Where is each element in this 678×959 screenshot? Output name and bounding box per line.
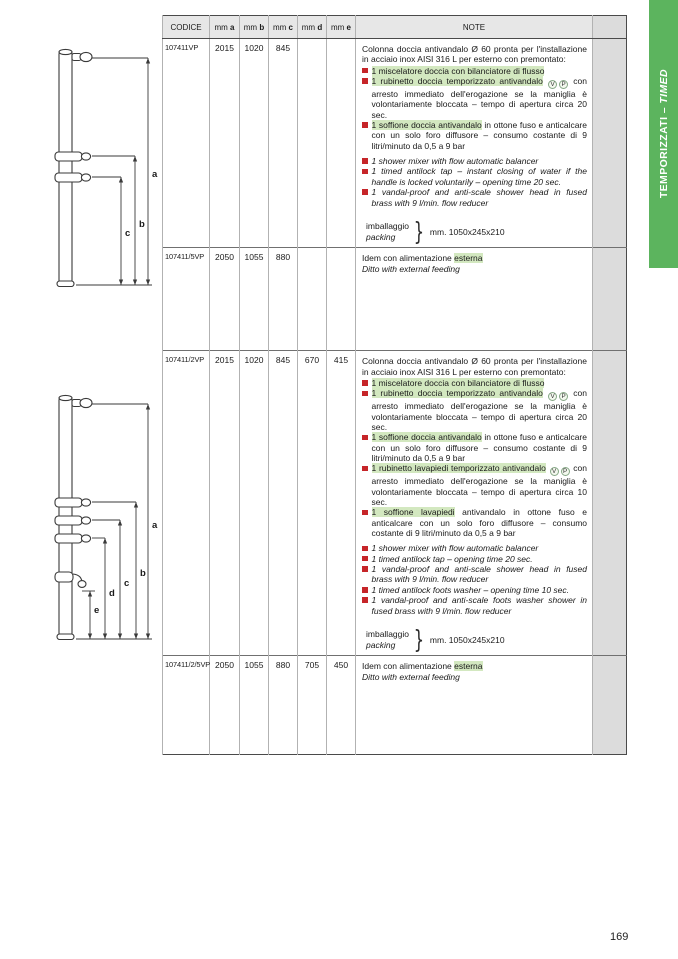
- bullet-square-icon: [362, 587, 368, 593]
- bullet-square-icon: [362, 189, 368, 195]
- packing-info: [366, 217, 587, 248]
- dim-mm-b: 1055: [240, 248, 269, 351]
- dim-mm-d: 705: [298, 656, 327, 755]
- note-simple: [362, 661, 587, 682]
- dimension-label-e: e: [94, 605, 100, 616]
- packing-label-en: packing: [366, 232, 396, 243]
- highlighted-text: 1 rubinetto doccia temporizzato antivandalo: [371, 388, 543, 399]
- mixer-fixture: [55, 152, 82, 161]
- header-codice-label: CODICE: [170, 22, 202, 32]
- products-table: [162, 15, 627, 755]
- bullet-item: [362, 378, 587, 388]
- bullet-item: [362, 66, 587, 76]
- dim-mm-e: 450: [327, 656, 356, 755]
- packing-labels: [366, 221, 409, 244]
- bullet-item: [362, 564, 587, 585]
- text-segment: in ottone fuso e anticalcare con un solo foro diffusore – consumo costante di 9 litri/minuto da 0,5 a 9 bar: [371, 432, 587, 464]
- text-segment: con arresto immediato dell'erogazione se la maniglia è volontariamente bloccata – tempo di apertura circa 20 sec.: [371, 76, 587, 120]
- section-tab-label-italic: TIMED: [657, 69, 670, 105]
- dim-mm-c: 845: [269, 39, 298, 248]
- bullet-item: [362, 554, 587, 564]
- page-number: 169: [610, 931, 629, 943]
- bullet-square-icon: [362, 546, 368, 552]
- bullet-list-english: [362, 156, 587, 208]
- bullet-item: [362, 463, 587, 507]
- dim-mm-d: [298, 39, 327, 248]
- product-code: 107411/5VP: [163, 248, 210, 351]
- circled-letter-p-icon: P: [561, 467, 570, 476]
- circled-letter-v-icon: V: [548, 80, 557, 89]
- bullet-item: [362, 187, 587, 208]
- bullet-square-icon: [362, 169, 368, 175]
- dim-mm-b: 1020: [240, 351, 269, 656]
- mixer-knob: [81, 499, 90, 506]
- header-e-label: e: [346, 22, 351, 32]
- section-tab-label: [658, 69, 670, 198]
- highlighted-text: 1 miscelatore doccia con bilanciatore di flusso: [371, 378, 545, 389]
- header-note: [356, 16, 593, 39]
- pole-top-cap: [59, 49, 72, 54]
- header-mm-label: mm: [243, 22, 258, 32]
- dim-mm-d: [298, 248, 327, 351]
- header-note-label: NOTE: [462, 22, 486, 32]
- bullet-item: [362, 595, 587, 616]
- bullet-text: [372, 507, 588, 538]
- note-cell: [356, 656, 593, 755]
- packing-labels: [366, 629, 409, 652]
- idem-line-english: Ditto with external feeding: [362, 671, 460, 682]
- empty-gray-cell: [593, 248, 627, 351]
- footwash-tap-knob: [81, 535, 90, 542]
- dim-mm-a: 2015: [210, 39, 240, 248]
- note-cell: [356, 248, 593, 351]
- bullet-item: [362, 388, 587, 432]
- pole-base: [57, 281, 74, 287]
- dimension-label-c: c: [125, 228, 131, 239]
- header-empty: [593, 16, 627, 39]
- dim-mm-d: 670: [298, 351, 327, 656]
- note-cell: [356, 351, 593, 656]
- bullet-text: 1 shower mixer with flow automatic balancer: [371, 543, 539, 554]
- note-intro: Colonna doccia antivandalo Ø 60 pronta per l'installazione in acciaio inox AISI 316 L per esterno con premontato:: [362, 44, 587, 65]
- product-code: 107411/2/5VP: [163, 656, 210, 755]
- product-code: 107411VP: [163, 39, 210, 248]
- packing-info: [366, 625, 587, 656]
- product-code: 107411/2VP: [163, 351, 210, 656]
- text-segment: [546, 463, 549, 473]
- bullet-text: 1 vandal-proof and anti-scale shower head in fused brass with 9 l/min. flow reducer: [371, 564, 587, 585]
- dimension-label-a: a: [152, 520, 158, 531]
- mixer-fixture: [55, 498, 82, 507]
- bullet-list-english: [362, 543, 587, 616]
- bullet-text: 1 timed antilock foots washer – opening time 10 sec.: [371, 584, 569, 595]
- dimension-label-d: d: [109, 588, 115, 599]
- bullet-item: [362, 432, 587, 463]
- header-mm-label: mm: [301, 22, 316, 32]
- bullet-text: [372, 378, 588, 388]
- circled-letter-p-icon: P: [559, 80, 568, 89]
- bullet-text: 1 timed antilock tap – instant closing of water if the handle is locked voluntarily – opening time 20 sec.: [371, 166, 587, 187]
- bullet-item: [362, 156, 587, 166]
- table-row: [163, 248, 627, 351]
- packing-dimensions: mm. 1050x245x210: [429, 226, 505, 237]
- idem-line-italian: [362, 661, 587, 671]
- note-intro: Colonna doccia antivandalo Ø 60 pronta per l'installazione in acciaio inox AISI 316 L per esterno con premontato:: [362, 356, 587, 377]
- idem-line-italian: [362, 253, 587, 263]
- bullet-square-icon: [362, 466, 368, 472]
- text-segment: [543, 388, 547, 398]
- dimension-label-b: b: [139, 219, 145, 230]
- header-mm-label: mm: [272, 22, 287, 32]
- bullet-square-icon: [362, 510, 368, 516]
- highlighted-text: 1 soffione doccia antivandalo: [371, 432, 482, 443]
- footwash-spout: [55, 572, 73, 582]
- header-d-label: d: [317, 22, 323, 32]
- bullet-item: [362, 120, 587, 151]
- dim-mm-e: [327, 39, 356, 248]
- packing-label-it: imballaggio: [366, 220, 409, 231]
- text-segment: con arresto immediato dell'erogazione se la maniglia è volontariamente bloccata – tempo di apertura circa 10 sec.: [371, 463, 587, 507]
- dim-mm-c: 845: [269, 351, 298, 656]
- header-mm-label: mm: [330, 22, 345, 32]
- footwash-tap-fixture: [55, 534, 82, 543]
- mixer-knob: [81, 153, 90, 160]
- empty-gray-cell: [593, 351, 627, 656]
- shower-head-icon: [80, 52, 92, 61]
- bullet-text: 1 vandal-proof and anti-scale shower head in fused brass with 9 l/min. flow reducer: [371, 187, 587, 208]
- packing-dimensions: mm. 1050x245x210: [429, 634, 505, 645]
- empty-gray-cell: [593, 656, 627, 755]
- bullet-square-icon: [362, 158, 368, 164]
- bullet-text: [372, 463, 588, 507]
- bullet-text: [372, 76, 588, 120]
- bullet-list-italian: [362, 378, 587, 538]
- bullet-square-icon: [362, 78, 368, 84]
- header-c-label: c: [288, 22, 293, 32]
- dim-mm-c: 880: [269, 248, 298, 351]
- bullet-list-italian: [362, 66, 587, 151]
- text-segment: Idem con alimentazione: [362, 661, 455, 672]
- bullet-item: [362, 543, 587, 553]
- header-mm-c: [269, 16, 298, 39]
- header-mm-a: [210, 16, 240, 39]
- bullet-item: [362, 585, 587, 595]
- highlighted-text: 1 soffione lavapiedi: [371, 507, 455, 518]
- dim-mm-c: 880: [269, 656, 298, 755]
- bullet-item: [362, 76, 587, 120]
- products-table-body: [163, 39, 627, 755]
- highlighted-text: esterna: [454, 253, 483, 264]
- pole-base: [57, 634, 74, 640]
- header-mm-d: [298, 16, 327, 39]
- bullet-text: [372, 120, 588, 151]
- packing-label-en: packing: [366, 640, 396, 651]
- diagram-shower-column-1: [42, 44, 160, 296]
- text-segment: in ottone fuso e anticalcare con un solo foro diffusore – consumo costante di 9 litri/minuto da 0,5 a 9 bar: [371, 119, 587, 151]
- tap-fixture: [55, 173, 82, 182]
- highlighted-text: esterna: [454, 661, 483, 672]
- table-row: [163, 656, 627, 755]
- note-cell: [356, 39, 593, 248]
- text-segment: Idem con alimentazione: [362, 253, 455, 264]
- diagram-shower-column-2: [42, 388, 160, 650]
- header-mm-b: [240, 16, 269, 39]
- note-simple: [362, 253, 587, 274]
- bullet-square-icon: [362, 566, 368, 572]
- bullet-square-icon: [362, 380, 368, 386]
- bullet-square-icon: [362, 556, 368, 562]
- dim-mm-a: 2015: [210, 351, 240, 656]
- highlighted-text: 1 rubinetto doccia temporizzato antivandalo: [371, 76, 543, 87]
- bullet-square-icon: [362, 597, 368, 603]
- empty-gray-cell: [593, 39, 627, 248]
- bullet-item: [362, 507, 587, 538]
- bullet-text: [372, 66, 588, 76]
- section-tab-temporizzati: [649, 0, 678, 268]
- idem-line-english: Ditto with external feeding: [362, 263, 460, 274]
- bullet-text: 1 vandal-proof and anti-scale foots washer shower in fused brass with 9 l/min. flow reducer: [371, 595, 587, 616]
- text-segment: [543, 76, 547, 86]
- highlighted-text: 1 rubinetto lavapiedi temporizzato antivandalo: [371, 463, 546, 474]
- table-row: [163, 39, 627, 248]
- column-pole: [59, 52, 72, 283]
- header-a-label: a: [230, 22, 235, 32]
- dim-mm-e: [327, 248, 356, 351]
- brace-glyph: }: [413, 216, 425, 246]
- bullet-text: 1 timed antilock tap – opening time 20 sec.: [371, 553, 533, 564]
- pole-top-cap: [59, 395, 72, 400]
- dim-mm-e: 415: [327, 351, 356, 656]
- packing-label-it: imballaggio: [366, 628, 409, 639]
- dim-mm-a: 2050: [210, 248, 240, 351]
- header-codice: [163, 16, 210, 39]
- bullet-text: [372, 388, 588, 432]
- bullet-square-icon: [362, 122, 368, 128]
- brace-glyph: }: [413, 624, 425, 654]
- text-segment: antivandalo in ottone fuso e anticalcare con un solo foro diffusore – consumo costante di 9 litri/minuto da 0,5 a 9 bar: [371, 507, 587, 539]
- table-header-row: [163, 16, 627, 39]
- tap-knob: [81, 517, 90, 524]
- dim-mm-b: 1020: [240, 39, 269, 248]
- header-b-label: b: [259, 22, 265, 32]
- footwash-spout-end: [78, 581, 86, 588]
- tap-knob: [81, 174, 90, 181]
- header-mm-label: mm: [214, 22, 228, 32]
- dim-mm-b: 1055: [240, 656, 269, 755]
- circled-letter-v-icon: V: [550, 467, 559, 476]
- dimension-label-a: a: [152, 169, 158, 180]
- dimension-label-c: c: [124, 578, 130, 589]
- dimension-label-b: b: [140, 568, 146, 579]
- tap-fixture: [55, 516, 82, 525]
- circled-letter-v-icon: V: [548, 392, 557, 401]
- bullet-item: [362, 166, 587, 187]
- dim-mm-a: 2050: [210, 656, 240, 755]
- header-mm-e: [327, 16, 356, 39]
- table-row: [163, 351, 627, 656]
- bullet-square-icon: [362, 435, 368, 441]
- highlighted-text: 1 miscelatore doccia con bilanciatore di flusso: [371, 65, 545, 76]
- text-segment: con arresto immediato dell'erogazione se la maniglia è volontariamente bloccata – tempo di apertura circa 20 sec.: [371, 388, 587, 432]
- bullet-square-icon: [362, 391, 368, 397]
- highlighted-text: 1 soffione doccia antivandalo: [371, 119, 482, 130]
- bullet-square-icon: [362, 68, 368, 74]
- bullet-text: [372, 432, 588, 463]
- bullet-text: 1 shower mixer with flow automatic balancer: [371, 156, 539, 167]
- section-tab-label-main: TEMPORIZZATI –: [657, 104, 670, 199]
- circled-letter-p-icon: P: [559, 392, 568, 401]
- shower-head-icon: [80, 398, 92, 407]
